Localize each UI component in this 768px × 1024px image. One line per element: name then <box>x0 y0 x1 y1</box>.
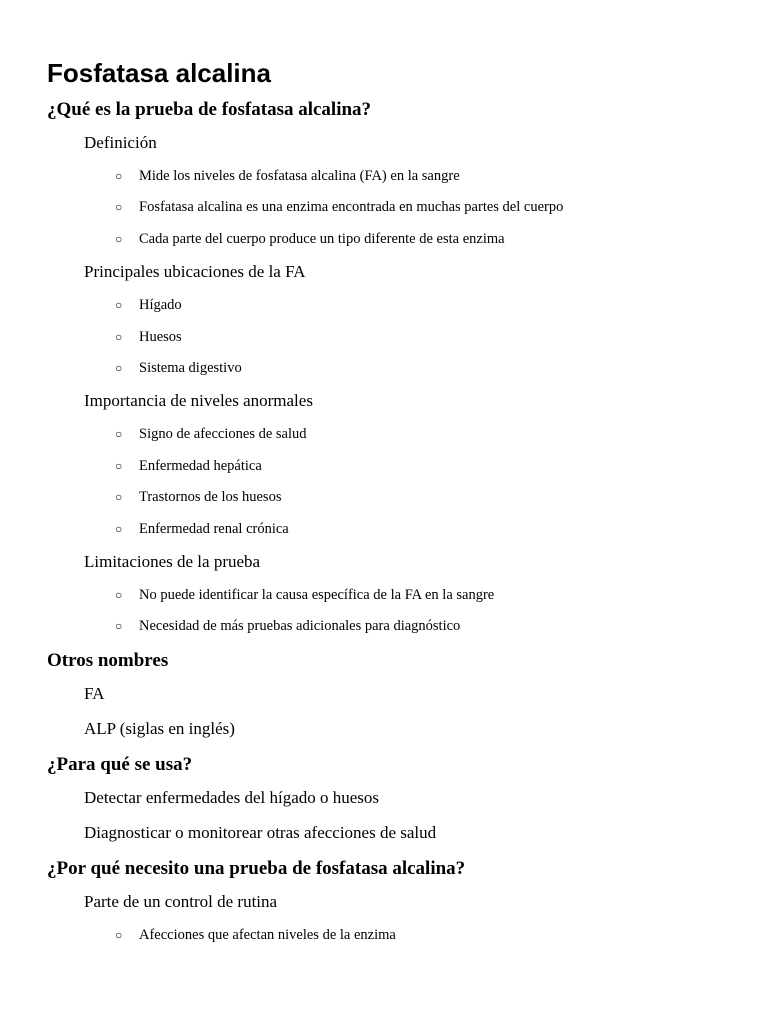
bullet-circle-icon: ○ <box>115 427 123 442</box>
bullet-item <box>47 328 747 347</box>
bullet-item <box>47 167 747 186</box>
page-title: Fosfatasa alcalina <box>47 58 271 88</box>
outline-item: Parte de un control de rutina <box>84 891 278 911</box>
bullet-list <box>47 926 747 945</box>
bullet-circle-icon: ○ <box>115 490 123 505</box>
bullet-text: Hígado <box>139 297 182 314</box>
bullet-item <box>47 926 747 945</box>
bullet-circle-icon: ○ <box>115 231 123 246</box>
section-heading: ¿Qué es la prueba de fosfatasa alcalina? <box>47 99 372 120</box>
outline-item: Principales ubicaciones de la FA <box>84 262 306 282</box>
bullet-item <box>47 457 747 476</box>
bullet-item <box>47 586 747 605</box>
bullet-list <box>47 167 747 249</box>
bullet-item <box>47 520 747 539</box>
bullet-text: Cada parte del cuerpo produce un tipo diferente de esta enzima <box>139 230 505 247</box>
section-heading: ¿Por qué necesito una prueba de fosfatasa alcalina? <box>47 857 466 879</box>
bullet-list <box>47 586 747 636</box>
bullet-text: Trastornos de los huesos <box>139 489 282 506</box>
outline-item: Detectar enfermedades del hígado o huesos <box>84 787 380 807</box>
document-content <box>47 98 747 945</box>
bullet-item <box>47 198 747 217</box>
bullet-circle-icon: ○ <box>115 360 123 375</box>
bullet-circle-icon: ○ <box>115 619 123 634</box>
outline-item: Limitaciones de la prueba <box>84 551 261 571</box>
bullet-text: No puede identificar la causa específica de la FA en la sangre <box>139 586 495 603</box>
section-heading: Otros nombres <box>47 649 169 671</box>
outline-item: ALP (siglas en inglés) <box>84 718 235 738</box>
bullet-circle-icon: ○ <box>115 298 123 313</box>
bullet-circle-icon: ○ <box>115 587 123 602</box>
bullet-text: Afecciones que afectan niveles de la enzima <box>139 926 396 943</box>
bullet-item <box>47 359 747 378</box>
bullet-circle-icon: ○ <box>115 521 123 536</box>
bullet-text: Huesos <box>139 328 182 345</box>
section-heading: ¿Para qué se usa? <box>47 753 193 775</box>
bullet-circle-icon: ○ <box>115 927 123 942</box>
document-page <box>47 56 747 957</box>
outline-item: FA <box>84 683 105 703</box>
bullet-list <box>47 296 747 378</box>
outline-item: Importancia de niveles anormales <box>84 391 313 411</box>
bullet-item <box>47 617 747 636</box>
outline-item: Diagnosticar o monitorear otras afecciones de salud <box>84 822 437 842</box>
bullet-item <box>47 488 747 507</box>
bullet-text: Fosfatasa alcalina es una enzima encontrada en muchas partes del cuerpo <box>139 199 564 216</box>
bullet-circle-icon: ○ <box>115 169 123 183</box>
outline-item: Definición <box>84 133 157 152</box>
bullet-item <box>47 296 747 315</box>
bullet-list <box>47 425 747 538</box>
bullet-circle-icon: ○ <box>115 458 123 473</box>
bullet-text: Enfermedad hepática <box>139 457 262 474</box>
bullet-circle-icon: ○ <box>115 329 123 344</box>
bullet-text: Sistema digestivo <box>139 359 242 376</box>
bullet-item <box>47 425 747 444</box>
bullet-text: Mide los niveles de fosfatasa alcalina (FA) en la sangre <box>139 168 460 184</box>
bullet-circle-icon: ○ <box>115 200 123 215</box>
bullet-item <box>47 230 747 249</box>
bullet-text: Signo de afecciones de salud <box>139 426 307 443</box>
bullet-text: Enfermedad renal crónica <box>139 520 289 537</box>
bullet-text: Necesidad de más pruebas adicionales para diagnóstico <box>139 618 461 635</box>
